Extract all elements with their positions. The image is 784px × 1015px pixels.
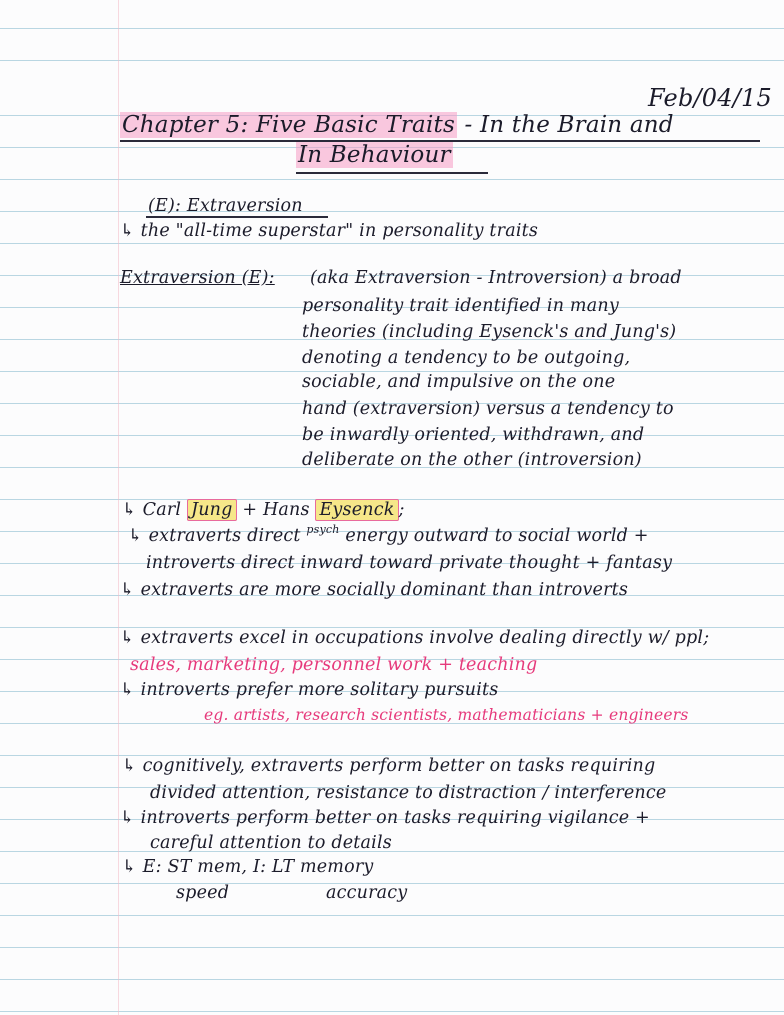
definition-line-2: personality trait identified in many <box>302 296 619 316</box>
introverts-perform-line-2: careful attention to details <box>150 833 392 853</box>
definition-term: Extraversion (E): <box>120 268 275 288</box>
definition-line-7: be inwardly oriented, withdrawn, and <box>302 425 645 445</box>
direct-line <box>128 523 649 546</box>
section-heading: (E): Extraversion <box>148 196 303 216</box>
direct-line-end: energy outward to social world + <box>345 526 649 546</box>
definition-line-3: theories (including Eysenck's and Jung's) <box>302 322 677 342</box>
direct-line-start: ↳ extraverts direct <box>128 526 301 546</box>
definition-line-5: sociable, and impulsive on the one <box>302 372 616 392</box>
superstar-line: ↳ the "all-time superstar" in personality traits <box>120 221 539 241</box>
introverts-direct-line: introverts direct inward toward private thought + fantasy <box>146 553 673 573</box>
origin-suffix: ; <box>398 500 405 520</box>
chapter-title-highlighted: Chapter 5: Five Basic Traits <box>122 112 455 138</box>
memory-line: ↳ E: ST mem, I: LT memory <box>122 857 374 877</box>
psych-superscript: psych <box>306 523 340 536</box>
definition-line-8: deliberate on the other (introversion) <box>302 450 642 470</box>
definition-line-4: denoting a tendency to be outgoing, <box>302 348 631 368</box>
solitary-examples: eg. artists, research scientists, mathematicians + engineers <box>204 706 689 724</box>
accuracy-label: accuracy <box>326 883 408 903</box>
section-heading-underline <box>146 216 328 218</box>
eysenck-highlight: Eysenck <box>315 499 398 521</box>
dominant-line: ↳ extraverts are more socially dominant than introverts <box>120 580 629 600</box>
origin-line <box>122 500 405 520</box>
chapter-title-line2 <box>296 142 453 168</box>
cognitive-line-1: ↳ cognitively, extraverts perform better on tasks requiring <box>122 756 656 776</box>
definition-line-1: (aka Extraversion - Introversion) a broad <box>310 268 682 288</box>
introverts-perform-line-1: ↳ introverts perform better on tasks requiring vigilance + <box>120 808 650 828</box>
chapter-title-continued: - In the Brain and <box>456 112 674 138</box>
speed-label: speed <box>176 883 230 903</box>
occupations-line: ↳ extraverts excel in occupations involve dealing directly w/ ppl; <box>120 628 710 648</box>
cognitive-line-2: divided attention, resistance to distraction / interference <box>150 783 667 803</box>
chapter-title <box>120 112 674 138</box>
date: Feb/04/15 <box>648 84 772 112</box>
title-line2-underline <box>296 172 488 174</box>
chapter-title-line2-highlighted: In Behaviour <box>298 142 451 168</box>
occupations-examples: sales, marketing, personnel work + teaching <box>130 655 538 675</box>
jung-highlight: Jung <box>187 499 237 521</box>
margin-line <box>118 0 119 1015</box>
origin-plus: + Hans <box>242 500 310 520</box>
solitary-line: ↳ introverts prefer more solitary pursuits <box>120 680 499 700</box>
definition-line-6: hand (extraversion) versus a tendency to <box>302 399 674 419</box>
origin-prefix: ↳ Carl <box>122 500 182 520</box>
